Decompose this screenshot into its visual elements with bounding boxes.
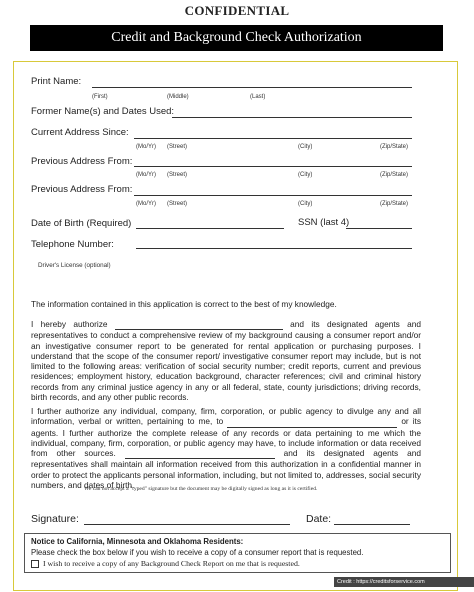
moyr-sublabel: (Mo/Yr) (136, 201, 156, 207)
release-party-blank[interactable] (227, 416, 397, 427)
authorization-paragraph (31, 319, 421, 402)
current-address-label: Current Address Since: (31, 127, 129, 138)
print-name-line[interactable] (92, 87, 412, 88)
dob-label: Date of Birth (Required) (31, 218, 132, 229)
release-text-c: and its designated agents and representatives shall maintain all information received from this authorization in a confidential manner in order to protect the applicants personal information, including, but not limited to, addresses, social security numbers, and dates of birth. (31, 448, 421, 491)
credit-watermark: Credit : https://creditsforservice.com (334, 577, 474, 587)
notice-instruction: Please check the box below if you wish to receive a copy of a consumer report that is requested. (31, 548, 364, 557)
date-label: Date: (306, 513, 332, 525)
copy-request-checkbox[interactable] (31, 560, 39, 568)
previous-address-line-2[interactable] (134, 195, 412, 196)
previous-address-label-2: Previous Address From: (31, 184, 133, 195)
authorize-lead: I hereby authorize (31, 319, 108, 329)
former-names-line[interactable] (172, 117, 412, 118)
checkbox-label: I wish to receive a copy of any Background Check Report on me that is requested. (43, 559, 300, 568)
last-sublabel: (Last) (250, 94, 266, 100)
maintainer-party-blank[interactable] (125, 448, 275, 459)
ssn-line[interactable] (346, 228, 412, 229)
date-line[interactable] (334, 524, 410, 525)
print-name-label: Print Name: (31, 76, 82, 87)
city-sublabel: (City) (298, 172, 313, 178)
notice-heading: Notice to California, Minnesota and Oklahoma Residents: (31, 537, 244, 546)
zipstate-sublabel: (Zip/State) (380, 201, 409, 207)
moyr-sublabel: (Mo/Yr) (136, 144, 156, 150)
ssn-label: SSN (last 4) (298, 217, 350, 228)
authorization-text: and its designated agents and representatives to conduct a comprehensive review of my background causing a consumer report and/or an investigative consumer report to be generated for rental application or purchasing purposes. I understand that the scope of the consumer report/ investigative consumer report may include, but is not limited to the following areas: verification of social security number; credit reports, current and previous residences; employment history, education background, character references; civil and criminal history records from any criminal justice agency in any or all federal, state, county jurisdictions; driving records, birth records, and any other public records. (31, 319, 422, 403)
telephone-line[interactable] (136, 248, 412, 249)
previous-address-line-1[interactable] (134, 166, 412, 167)
release-paragraph (31, 406, 421, 490)
typed-signature-note: We can not accept a "typed" signature but the document may be digitally signed as long as it is certified. (84, 486, 318, 492)
authorized-party-blank[interactable] (115, 319, 283, 330)
form-title-banner: Credit and Background Check Authorization (30, 25, 443, 51)
confidential-heading: CONFIDENTIAL (184, 3, 290, 18)
previous-address-label-1: Previous Address From: (31, 156, 133, 167)
zipstate-sublabel: (Zip/State) (380, 144, 409, 150)
current-address-line[interactable] (134, 138, 412, 139)
city-sublabel: (City) (298, 144, 313, 150)
notice-box (24, 533, 451, 573)
notice-checkbox-row (31, 559, 300, 568)
release-text-b: or its agents. I further authorize the complete release of any records or data pertaining to me which the individual, company, firm, corporation, or public agency may have, to include information or data received from other sources. (31, 416, 421, 459)
city-sublabel: (City) (298, 201, 313, 207)
middle-sublabel: (Middle) (167, 94, 189, 100)
drivers-license-label: Driver's License (optional) (38, 262, 111, 269)
release-text-a: I further authorize any individual, company, firm, corporation, or public agency to divulge any and all information, verbal or written, pertaining to me, to (31, 406, 421, 427)
signature-label: Signature: (31, 513, 79, 525)
accuracy-statement: The information contained in this application is correct to the best of my knowledge. (31, 299, 337, 309)
street-sublabel: (Street) (167, 201, 188, 207)
dob-line[interactable] (136, 228, 284, 229)
moyr-sublabel: (Mo/Yr) (136, 172, 156, 178)
telephone-label: Telephone Number: (31, 239, 114, 250)
street-sublabel: (Street) (167, 172, 188, 178)
zipstate-sublabel: (Zip/State) (380, 172, 409, 178)
street-sublabel: (Street) (167, 144, 188, 150)
former-names-label: Former Name(s) and Dates Used: (31, 106, 175, 117)
signature-line[interactable] (84, 524, 290, 525)
first-sublabel: (First) (92, 94, 108, 100)
